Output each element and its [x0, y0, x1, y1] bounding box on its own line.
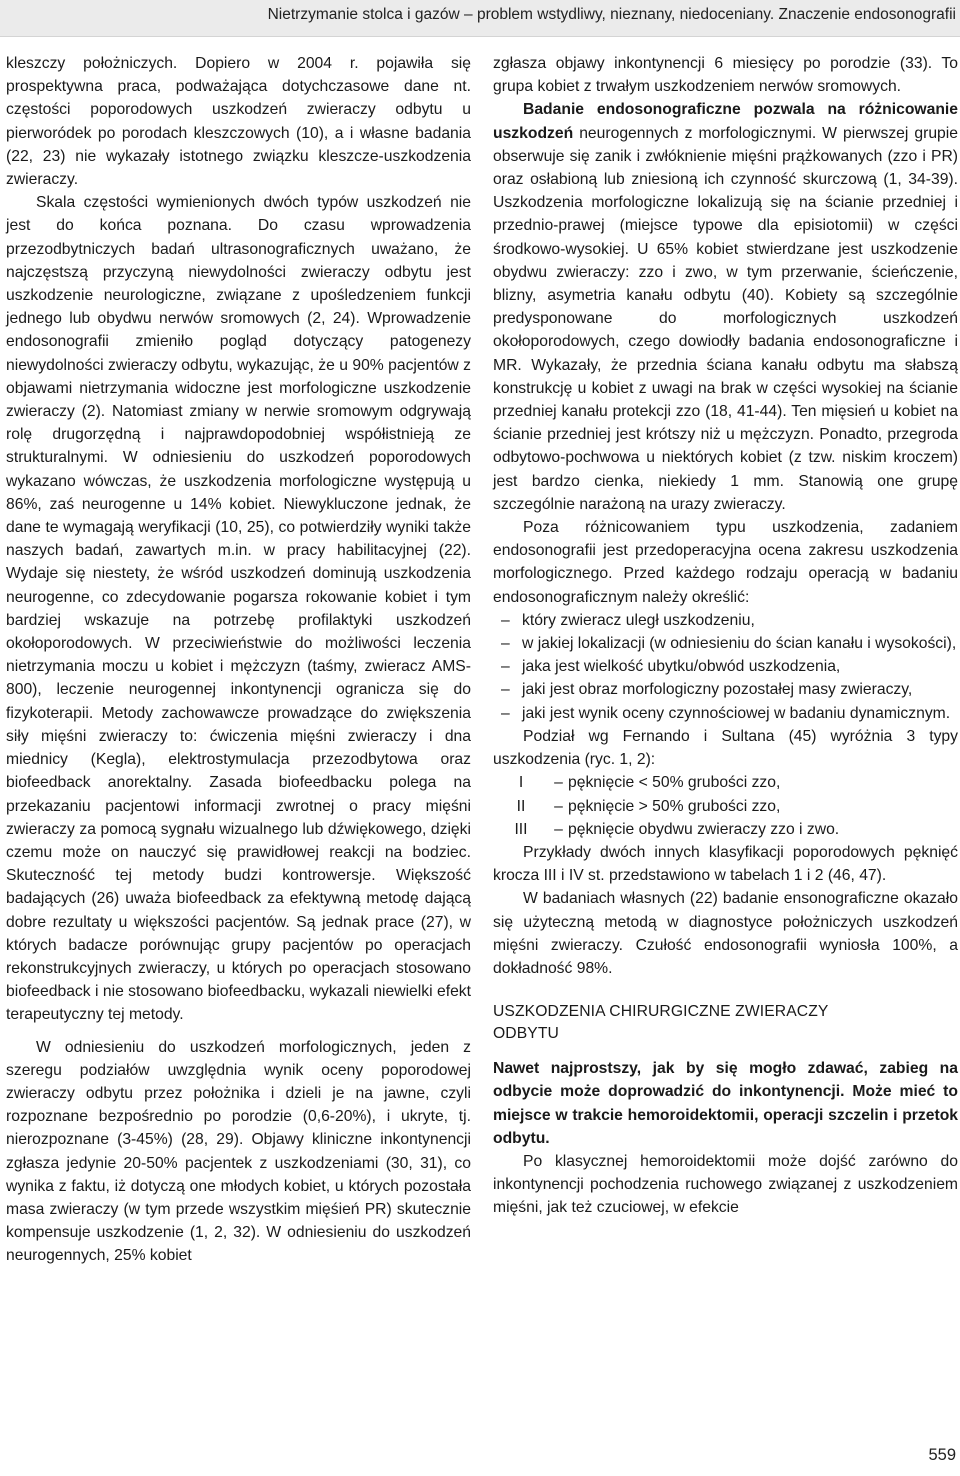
- section-title: [493, 1001, 958, 1045]
- injury-types: [493, 771, 958, 841]
- type-dash: –: [554, 797, 563, 815]
- right-column: [493, 52, 958, 1220]
- paragraph-right-1: zgłasza objawy inkontynencji 6 miesięcy po porodzie (33). To grupa kobiet z trwałym uszkodzeniem nerwów sromowych.: [493, 55, 958, 96]
- lead-paragraph: Nawet najprostszy, jak by się mogło zdawać, zabieg na odbycie może doprowadzić do inkontynencji. Może mieć to miejsce w trakcie hemoroidektomii, operacji szczelin i przetok odbytu.: [493, 1060, 958, 1147]
- list-item: – jaki jest wynik oceny czynnościowej w badaniu dynamicznym.: [493, 702, 958, 725]
- left-column: [6, 52, 471, 1268]
- type-dash: –: [554, 820, 563, 838]
- type-row: [493, 818, 958, 841]
- type-text: pęknięcie > 50% grubości zzo,: [568, 797, 781, 815]
- paragraph-left-1: kleszczy położniczych. Dopiero w 2004 r. pojawiła się prospektywna praca, podważająca dotychczasowe dane nt. częstości poporodowych uszkodzeń zwieraczy odbytu u pierworódek po porodach kleszczowych (10), a i własne badania (22, 23) nie wykazały istotnego związku kleszcze-uszkodzenia zwieraczy.: [6, 55, 471, 189]
- paragraph-left-3: W odniesieniu do uszkodzeń morfologicznych, jeden z szeregu podziałów uwzględnia wynik oceny poporodowej zwieraczy odbytu przez położnika i dzieli je na jawne, czyli rozpoznane bezpośrednio po porodzie (0,6-20%), i ukryte, tj. nierozpoznane (3-45%) (28, 29). Objawy kliniczne inkontynencji zgłasza jedynie 20-50% pacjentek z uszkodzeniami (30, 31), co wynika z faktu, iż dotyczą one młodych kobiet, u których pozostała masa zwieraczy (w tym przede wszystkim mięśień PR) skutecznie kompensuje uszkodzenie (1, 2, 32). W odniesieniu do uszkodzeń neurogennych, 25% kobiet: [6, 1038, 471, 1265]
- paragraph-right-2-text: neurogennych z morfologicznymi. W pierwszej grupie obserwuje się zanik i zwłóknienie mięśni prążkowanych (zzo i PR) oraz osłabioną lub zniesioną ich czynność skurczową (1, 34-39). Uszkodzenia morfologiczne lokalizują się na ścianie przedniej i przednio-prawej (miejsce typowe dla episiotomii) w części środkowo-wysokiej. U 65% kobiet stwierdzane jest uszkodzenie obydwu zwieraczy: zzo i zwo, w tym przerwanie, ścieńczenie, blizny, asymetria kanału odbytu (40). Kobiety są szczególnie predysponowane do morfologicznych uszkodzeń okołoporodowych, czego dowiodły badania endosonograficzne i MR. Wykazały, że przednia ściana kanału odbytu ma słabszą konstrukcję u kobiet z uwagi na brak w części wysokiej na ścianie przedniej kanału protekcji zzo (18, 41-44). Ten mięsień u kobiet na ścianie przedniej jest krótszy niż u mężczyzn. Ponadto, przegroda odbytowo-pochwowa u niektórych kobiet (z tzw. niskim kroczem) jest bardzo cienka, niekiedy 1 mm. Stanowią one grupę szczególnie narażoną na urazy zwieraczy.: [493, 124, 958, 513]
- type-number: III: [514, 820, 528, 838]
- type-dash: –: [554, 774, 563, 792]
- section-title-line: USZKODZENIA CHIRURGICZNE ZWIERACZY: [493, 1003, 829, 1021]
- type-text: pęknięcie < 50% grubości zzo,: [568, 774, 781, 792]
- running-title: Nietrzymanie stolca i gazów – problem wstydliwy, nieznany, niedoceniany. Znaczenie endosonografii: [267, 6, 956, 23]
- section-title-line: ODBYTU: [493, 1025, 559, 1043]
- type-row: [493, 795, 958, 818]
- list-item: – w jakiej lokalizacji (w odniesieniu do ścian kanału i wysokości),: [493, 632, 958, 655]
- paragraph-right-6: W badaniach własnych (22) badanie ensonograficzne okazało się użyteczną metodą w diagnostyce położniczych uszkodzeń mięśni zwieraczy. Czułość endosonografii wyniosła 100%, a dokładność 98%.: [493, 890, 958, 977]
- type-number: II: [516, 797, 526, 815]
- assessment-list: [493, 609, 958, 725]
- paragraph-right-5: Przykłady dwóch innych klasyfikacji poporodowych pęknięć krocza III i IV st. przedstawiono w tabelach 1 i 2 (46, 47).: [493, 843, 958, 885]
- paragraph-right-2: [493, 98, 958, 516]
- type-text: pęknięcie obydwu zwieraczy zzo i zwo.: [568, 820, 840, 838]
- highlight-bold: Badanie endosonograficzne pozwala na różnicowanie uszkodzeń: [493, 101, 958, 142]
- paragraph-right-4: Podział wg Fernando i Sultana (45) wyróżnia 3 typy uszkodzenia (ryc. 1, 2):: [493, 727, 958, 769]
- paragraph-left-2: Skala częstości wymienionych dwóch typów uszkodzeń nie jest do końca poznana. Do czasu wprowadzenia przezodbytniczych badań ultrasonograficznych uważano, że najczęstszą przyczyną niewydolności zwieraczy odbytu jest uszkodzenie neurologiczne, związane z upośledzeniem funkcji jednego lub obydwu nerwów sromowych (2, 24). Wprowadzenie endosonografii zmieniło pogląd dotyczący patogenezy niewydolności zwieraczy odbytu, wykazując, że u 90% pacjentów z objawami nietrzymania widoczne jest morfologiczne uszkodzenie zwieraczy (2). Natomiast zmiany w nerwie sromowym odgrywają rolę drugorzędną i najprawdopodobniej współistnieją ze strukturalnymi. W odniesieniu do uszkodzeń poporodowych wykazano wówczas, że uszkodzenia morfologiczne występują u 86%, zaś neurogenne u 14% kobiet. Niewykluczone jednak, że dane te wymagają weryfikacji (10, 25), co potwierdziły wyniki także naszych badań, zawartych m.in. w pracy habilitacyjnej (22). Wydaje się niestety, że wśród uszkodzeń dominują uszkodzenia neurogenne, co zdecydowanie pogarsza rokowanie kobiet i tym bardziej wskazuje na potrzebę profilaktyki uszkodzeń okołoporodowych. W przeciwieństwie do możliwości leczenia nietrzymania moczu u kobiet i mężczyzn (taśmy, zwieracz AMS-800), leczenie neurogennej inkontynencji ogranicza się do fizykoterapii. Metody zachowawcze prowadzące do zwiększenia siły mięśni zwieraczy to: ćwiczenia mięśni zwieraczy i dna miednicy (Kegla), elektrostymulacja przezodbytowa oraz biofeedback anorektalny. Zasada biofeedbacku polega na przekazaniu pacjentowi informacji zwrotnej o pracy mięśni zwieraczy za pomocą sygnału wizualnego lub dźwiękowego, dzięki czemu może on nauczyć się prawidłowej reakcji na bodziec. Skuteczność tej metody budzi kontrowersje. Większość badających (26) uważa biofeedback za efektywną metodę dającą dobre rezultaty u większości pacjentów. Są jednak prace (27), w których badacze porównując grupy pacjentów po operacjach rekonstrukcyjnych zwieraczy, u których po operacjach stosowano biofeedback i nie stosowano biofeedbacku, wykazali niewielki efekt terapeutyczny tej metody.: [6, 194, 471, 1024]
- type-number: I: [518, 774, 524, 792]
- paragraph-right-8: Po klasycznej hemoroidektomii może dojść zarówno do inkontynencji pochodzenia ruchowego związanej z uszkodzeniem mięśni, jak też czuciowej, w efekcie: [493, 1152, 958, 1217]
- list-item: – jaki jest obraz morfologiczny pozostałej masy zwieraczy,: [493, 678, 958, 701]
- page-number: 559: [928, 1446, 956, 1464]
- type-row: [493, 771, 958, 794]
- paragraph-right-3: Poza różnicowaniem typu uszkodzenia, zadaniem endosonografii jest przedoperacyjna ocena zakresu uszkodzenia morfologicznego. Przed każdego rodzaju operacją w badaniu endosonograficznym należy określić:: [493, 519, 958, 606]
- running-header: [0, 0, 960, 37]
- list-item: – jaka jest wielkość ubytku/obwód uszkodzenia,: [493, 655, 958, 678]
- list-item: – który zwieracz uległ uszkodzeniu,: [493, 609, 958, 632]
